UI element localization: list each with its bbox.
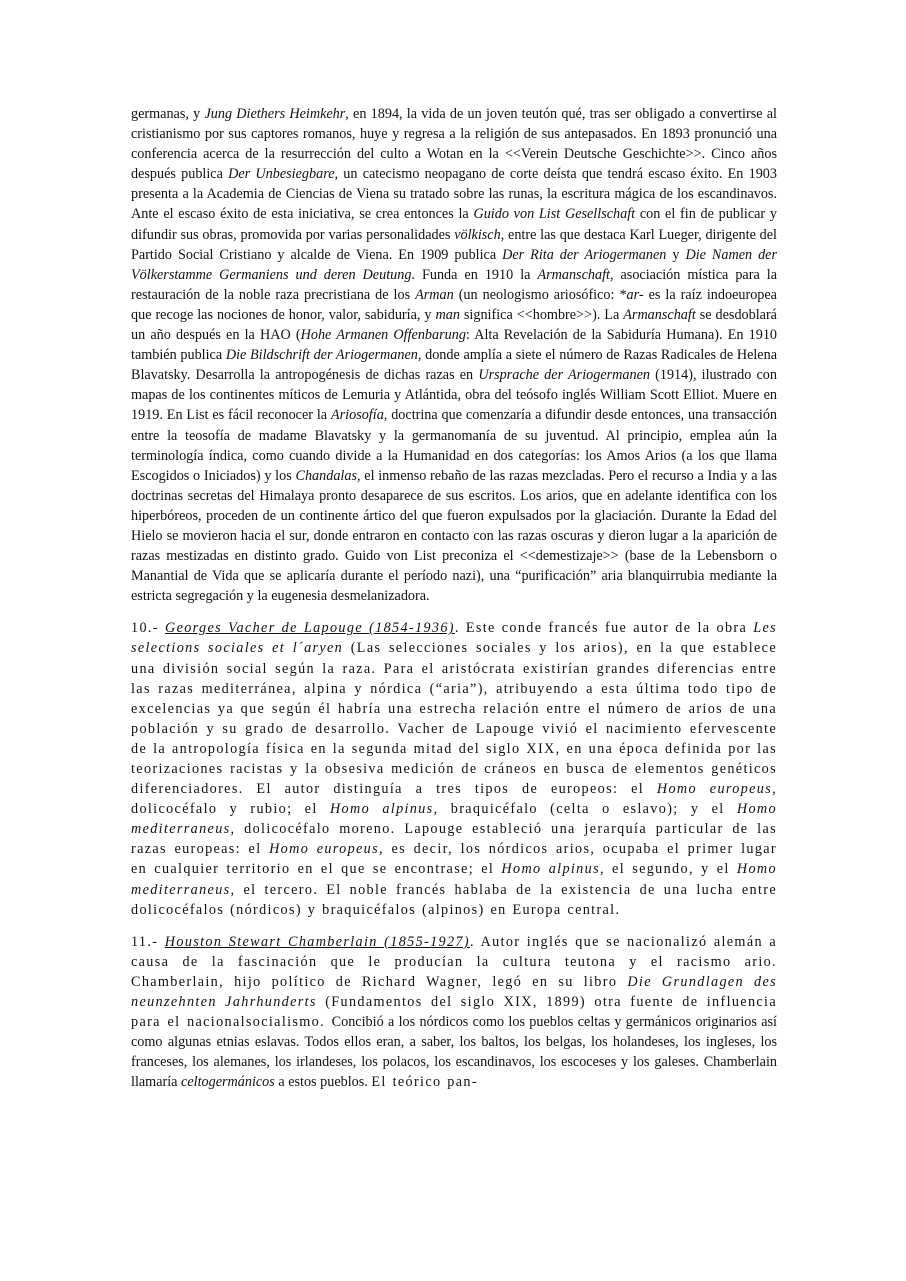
term: Arman <box>415 286 454 303</box>
term: völkisch <box>454 226 501 243</box>
text: es la raíz indoeuropea que recoge las nociones de honor, valor, sabiduría, y <box>131 286 777 323</box>
paragraph-chamberlain <box>131 932 777 1093</box>
heading-name: Houston Stewart Chamberlain (1855-1927) <box>164 933 470 950</box>
term: man <box>435 306 460 323</box>
term: Homo mediterraneus <box>131 861 777 898</box>
book-title: Ursprache der Ariogermanen <box>478 367 650 384</box>
term: celtogermánicos <box>181 1074 275 1091</box>
text: , braquicéfalo (celta o eslavo); y el <box>433 801 737 818</box>
text: , asociación mística para la restauración de la noble raza precristiana de los <box>131 266 777 303</box>
term: Homo europeus <box>269 841 380 858</box>
text: (un neologismo ariosófico: * <box>453 286 627 303</box>
text: , dolicocéfalo y rubio; el <box>131 781 778 818</box>
text: . Funda en 1910 la <box>411 266 538 283</box>
term: Homo alpinus <box>329 801 434 818</box>
term: Homo alpinus <box>501 861 600 878</box>
term: Armanschaft <box>537 266 610 283</box>
text: , el segundo, y el <box>599 861 737 878</box>
book-title: Der Unbesiegbare <box>228 166 335 183</box>
text: : Alta Revelación de la Sabiduría Humana). En 1910 también publica <box>131 327 778 364</box>
text: , el inmenso rebaño de las razas mezcladas. Pero el recurso a India y a las doctrinas secretas del Himalaya pronto desaparece de sus escritos. Los arios, que en adelante identifica con los hiperbóreos, proceden de un continente ártico del que fueron expulsados por la glaciación. Durante la Edad del Hielo se movieron hacia el sur, donde entraron en contacto con las razas oscuras y dieron lugar a la aparición de razas mestizadas en distinto grado. Guido von List preconiza el <<demestizaje>> (base de la Lebensborn o Manantial de Vida que se aplicaría durante el período nazi), una “purificación” aria blanquirrubia mediante la estricta segregación y la eugenesia desmelanizadora. <box>131 467 777 605</box>
term: Ariosofía <box>330 407 384 424</box>
book-title: Die Grundlagen des neunzehnten Jahrhunderts <box>131 973 777 1011</box>
item-number: 11.- <box>131 933 165 950</box>
paragraph-lapouge <box>131 618 777 919</box>
text: , donde amplía a siete el número de Razas Radicales de Helena Blavatsky. Desarrolla la antropogénesis de dichas razas en <box>131 347 777 384</box>
document-page <box>131 104 777 1105</box>
text: , en 1894, la vida de un joven teutón qué, tras ser obligado a convertirse al cristianismo por sus captores romanos, huye y regresa a la religión de sus antepasados. En 1893 pronunció una conferencia acerca de la resurrección del culto a Wotan en la <<Verein Deutsche Geschichte>>. Cinco años después publica <box>131 106 777 183</box>
text: Concibió a los nórdicos como los pueblos celtas y germánicos originarios así como algunas etnias eslavas. Todos ellos eran, a saber, los baltos, los belgas, los holandeses, los ingleses, los franceses, los alemanes, los irlandeses, los polacos, los escandinavos, los escoceses y los galeses. Chamberlain llamaría <box>131 1014 777 1091</box>
text: (Fundamentos del siglo XIX, 1899) otra fuente de influencia para el nacionalsocialismo. <box>131 994 777 1031</box>
book-title: Der Rita der Ariogermanen <box>502 246 667 263</box>
text: (Las selecciones sociales y los arios), en la que establece una división social según la raza. Para el aristócrata existirían grandes diferencias entre las razas mediterránea, alpina y nórdica (“aria”), atribuyendo a esta última todo tipo de excelencias ya que según él habría una estrecha relación entre el número de arios de una población y su grado de desarrollo. Vacher de Lapouge vivió el nacimiento efervescente de la antropología física en la segunda mitad del siglo XIX, en una época definida por las teorizaciones racistas y la obsesiva medición de cráneos en busca de elementos genéticos diferenciadores. El autor distinguía a tres tipos de europeos: el <box>131 640 777 798</box>
text: significa <<hombre>>). La <box>459 306 624 323</box>
book-title: Les selections sociales et l´aryen <box>131 620 777 657</box>
term: Homo europeus <box>656 781 773 798</box>
text: (1914), ilustrado con mapas de los continentes míticos de Lemuria y Atlántida, obra del teósofo inglés William Scott Elliot. Muere en 1919. En List es fácil reconocer la <box>131 367 777 424</box>
organization-name: Guido von List Gesellschaft <box>473 206 636 223</box>
text: , doctrina que comenzaría a difundir desde entonces, una transacción entre la teosofía de madame Blavatsky y la germanomanía de su juventud. Al principio, emplea aún la terminología índica, como cuando divide a la Humanidad en dos categorías: los Amos Arios (a los que llama Escogidos o Iniciados) y los <box>131 407 778 484</box>
text: . Autor inglés que se nacionalizó alemán a causa de la fascinación que le producían la cultura teutona y el racismo ario. Chamberlain, hijo político de Richard Wagner, legó en su libro <box>131 933 778 990</box>
text: El teórico pan- <box>371 1074 478 1091</box>
term: ar- <box>626 286 644 303</box>
term: Armanschaft <box>623 306 696 323</box>
text: germanas, y <box>131 106 205 122</box>
text: . Este conde francés fue autor de la obra <box>454 620 754 637</box>
text: a estos pueblos. <box>274 1074 372 1091</box>
text: con el fin de publicar y difundir sus obras, promovida por varias personalidades <box>131 206 777 243</box>
term: Chandalas <box>295 467 357 484</box>
book-title: Jung Diethers Heimkehr <box>204 106 346 122</box>
book-title: Die Namen der Völkerstamme Germaniens und deren Deutung <box>131 246 778 283</box>
heading-name: Georges Vacher de Lapouge (1854-1936) <box>164 620 455 637</box>
term: Homo mediterraneus <box>131 801 777 838</box>
text: , un catecismo neopagano de corte deísta que tendrá escaso éxito. En 1903 presenta a la Academia de Ciencias de Viena su tratado sobre las runas, la escritura mágica de los escandinavos. Ante el escaso éxito de esta iniciativa, se crea entonces la <box>131 166 777 223</box>
item-number: 10.- <box>131 620 165 637</box>
text: , dolicocéfalo moreno. Lapouge estableció una jerarquía particular de las razas europeas: el <box>131 821 777 858</box>
text: , entre las que destaca Karl Lueger, dirigente del Partido Social Cristiano y alcalde de Viena. En 1909 publica <box>131 226 777 263</box>
text: se desdoblará un año después en la HAO ( <box>131 306 777 344</box>
paragraph-guido-von-list <box>131 104 777 606</box>
text: y <box>666 246 686 263</box>
book-title: Die Bildschrift der Ariogermanen <box>225 347 418 364</box>
book-title: Hohe Armanen Offenbarung <box>300 327 466 344</box>
text: , el tercero. El noble francés hablaba de la existencia de una lucha entre dolicocéfalos (nórdicos) y braquicéfalos (alpinos) en Europa central. <box>131 881 777 918</box>
text: , es decir, los nórdicos arios, ocupaba el primer lugar en cualquier territorio en el que se encontrase; el <box>131 841 778 878</box>
